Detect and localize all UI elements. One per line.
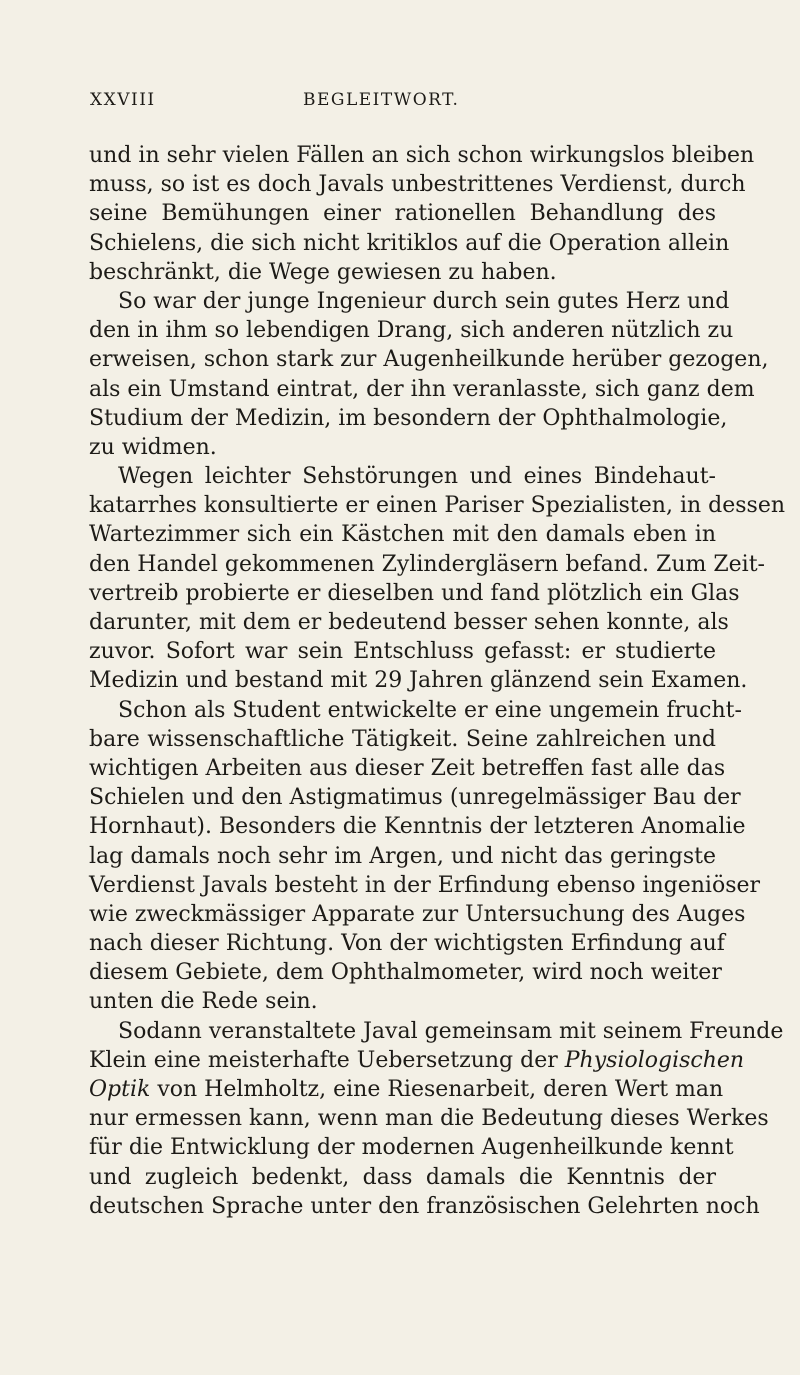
text-line: beschränkt, die Wege gewiesen zu haben.	[89, 259, 557, 285]
body-text	[89, 141, 786, 1221]
text-line: lag damals noch sehr im Argen, und nicht das geringste	[89, 843, 716, 869]
text-line: für die Entwicklung der modernen Augenheilkunde kennt	[89, 1135, 734, 1161]
page-number: XXVIII	[90, 90, 156, 110]
text-line: Hornhaut). Besonders die Kenntnis der letzteren Anomalie	[89, 814, 746, 840]
text-segment: Klein eine meisterhafte Uebersetzung der	[89, 1047, 558, 1073]
text-line: bare wissenschaftliche Tätigkeit. Seine zahlreichen und	[89, 726, 716, 752]
text-line: Schielens, die sich nicht kritiklos auf die Operation allein	[89, 230, 730, 256]
text-line: Schielen und den Astigmatimus (unregelmässiger Bau der	[89, 785, 741, 811]
text-line: Wegen leichter Sehstörungen und eines Bindehaut-	[118, 464, 716, 490]
text-line: seine Bemühungen einer rationellen Behandlung des	[89, 201, 716, 227]
text-line: den Handel gekommenen Zylindergläsern befand. Zum Zeit-	[89, 551, 765, 577]
text-line: und in sehr vielen Fällen an sich schon wirkungslos bleiben	[89, 143, 755, 168]
text-line: erweisen, schon stark zur Augenheilkunde herüber gezogen,	[89, 347, 769, 373]
text-line: nur ermessen kann, wenn man die Bedeutung dieses Werkes	[89, 1106, 769, 1132]
text-line: Sodann veranstaltete Javal gemeinsam mit seinem Freunde	[118, 1018, 784, 1044]
text-line: und zugleich bedenkt, dass damals die Kenntnis der	[89, 1164, 716, 1190]
text-line: unten die Rede sein.	[89, 989, 318, 1015]
text-line: Schon als Student entwickelte er eine ungemein frucht-	[118, 697, 742, 723]
text-line: darunter, mit dem er bedeutend besser sehen konnte, als	[89, 610, 729, 635]
text-line: wichtigen Arbeiten aus dieser Zeit betreffen fast alle das	[89, 755, 726, 781]
text-line: muss, so ist es doch Javals unbestrittenes Verdienst, durch	[89, 172, 746, 198]
text-line: den in ihm so lebendigen Drang, sich anderen nützlich zu	[89, 318, 734, 344]
italic-title: Physiologischen	[564, 1047, 745, 1073]
text-line: So war der junge Ingenieur durch sein gutes Herz und	[118, 288, 730, 314]
text-line: Verdienst Javals besteht in der Erfindung ebenso ingeniöser	[89, 872, 761, 898]
text-line: zu widmen.	[89, 434, 217, 460]
text-line: wie zweckmässiger Apparate zur Untersuchung des Auges	[89, 901, 746, 927]
text-line-mixed	[89, 1046, 745, 1075]
text-line: nach dieser Richtung. Von der wichtigsten Erfindung auf	[89, 931, 725, 957]
text-line: zuvor. Sofort war sein Entschluss gefasst: er studierte	[89, 639, 716, 665]
text-line: diesem Gebiete, dem Ophthalmometer, wird noch weiter	[89, 960, 722, 986]
text-line: deutschen Sprache unter den französischen Gelehrten noch	[89, 1193, 760, 1219]
running-title: BEGLEITWORT.	[303, 90, 460, 110]
page-header	[90, 90, 710, 116]
italic-title: Optik	[89, 1077, 151, 1102]
text-line: vertreib probierte er dieselben und fand plötzlich ein Glas	[89, 580, 740, 606]
text-line: als ein Umstand eintrat, der ihn veranlasste, sich ganz dem	[89, 376, 755, 402]
text-line: Studium der Medizin, im besondern der Ophthalmologie,	[89, 405, 728, 431]
text-line: Medizin und bestand mit 29 Jahren glänzend sein Examen.	[89, 668, 748, 694]
text-line: katarrhes konsultierte er einen Pariser Spezialisten, in dessen	[89, 493, 786, 519]
text-line-mixed	[89, 1075, 724, 1104]
text-line: Wartezimmer sich ein Kästchen mit den damals eben in	[89, 522, 716, 548]
text-segment: von Helmholtz, eine Riesenarbeit, deren Wert man	[150, 1077, 724, 1102]
